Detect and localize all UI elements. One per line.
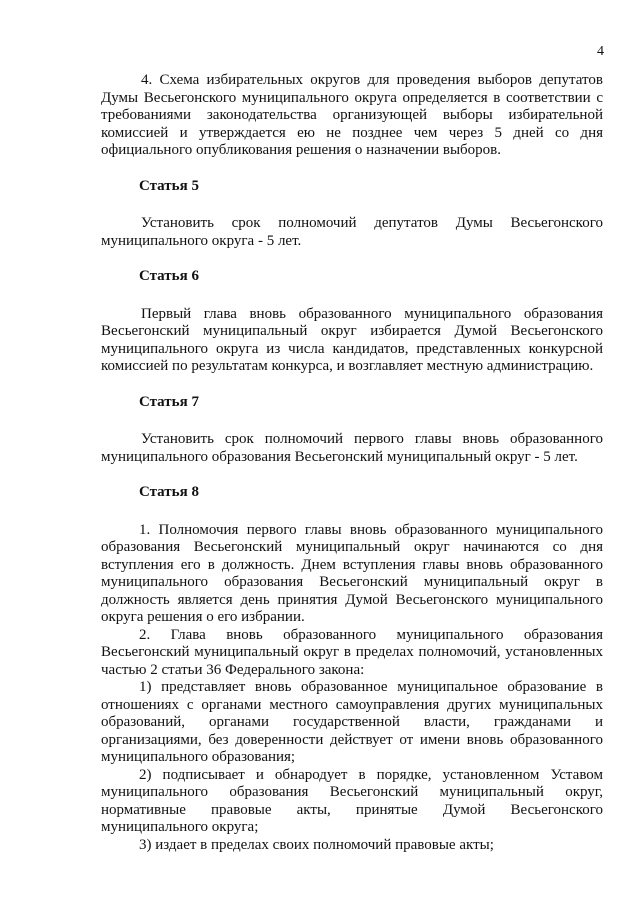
article-7-paragraph: Установить срок полномочий первого главы вновь образованного муниципального образования Весьегонский муниципальный округ - 5 лет.	[101, 431, 603, 465]
article-8-subitem-3: 3) издает в пределах своих полномочий правовые акты;	[139, 836, 494, 853]
article-8-heading: Статья 8	[139, 484, 199, 500]
article-8-subitem-2: 2) подписывает и обнародует в порядке, установленном Уставом муниципального образования Весьегонский муниципальный округ, нормативные правовые акты, принятые Думой Весьегонского муниципального округа;	[101, 766, 603, 835]
article-6-paragraph: Первый глава вновь образованного муниципального образования Весьегонский муниципальный округ избирается Думой Весьегонского муниципального округа из числа кандидатов, представленных конкурсной комиссией по результатам конкурса, и возглавляет местную администрацию.	[101, 305, 603, 374]
article-5-heading: Статья 5	[139, 177, 199, 194]
document-body	[101, 72, 603, 854]
article-5-paragraph: Установить срок полномочий депутатов Думы Весьегонского муниципального округа - 5 лет.	[101, 215, 603, 249]
article-6-heading: Статья 6	[139, 268, 199, 284]
article-8-item-2: 2. Глава вновь образованного муниципального образования Весьегонский муниципальный округ в пределах полномочий, установленных частью 2 статьи 36 Федерального закона:	[101, 626, 603, 678]
article-8-item-1: 1. Полномочия первого главы вновь образованного муниципального образования Весьегонский муниципальный округ начинаются со дня вступления его в должность. Днем вступления главы вновь образованного муниципального образования Весьегонский муниципальный округ в должность является день принятия Думой Весьегонского муниципального округа решения о его избрании.	[101, 521, 603, 625]
article-7-heading: Статья 7	[139, 393, 199, 410]
clause-4-paragraph: 4. Схема избирательных округов для проведения выборов депутатов Думы Весьегонского муниципального округа определяется в соответствии с требованиями законодательства организующей выборы избирательной комиссией и утверждается ею не позднее чем через 5 дней со дня официального опубликования решения о назначении выборов.	[101, 72, 603, 158]
page-number: 4	[597, 44, 604, 59]
article-8-subitem-1: 1) представляет вновь образованное муниципальное образование в отношениях с органами местного самоуправления других муниципальных образований, органами государственной власти, гражданами и организациями, без доверенности действует от имени вновь образованного муниципального образования;	[101, 679, 603, 765]
